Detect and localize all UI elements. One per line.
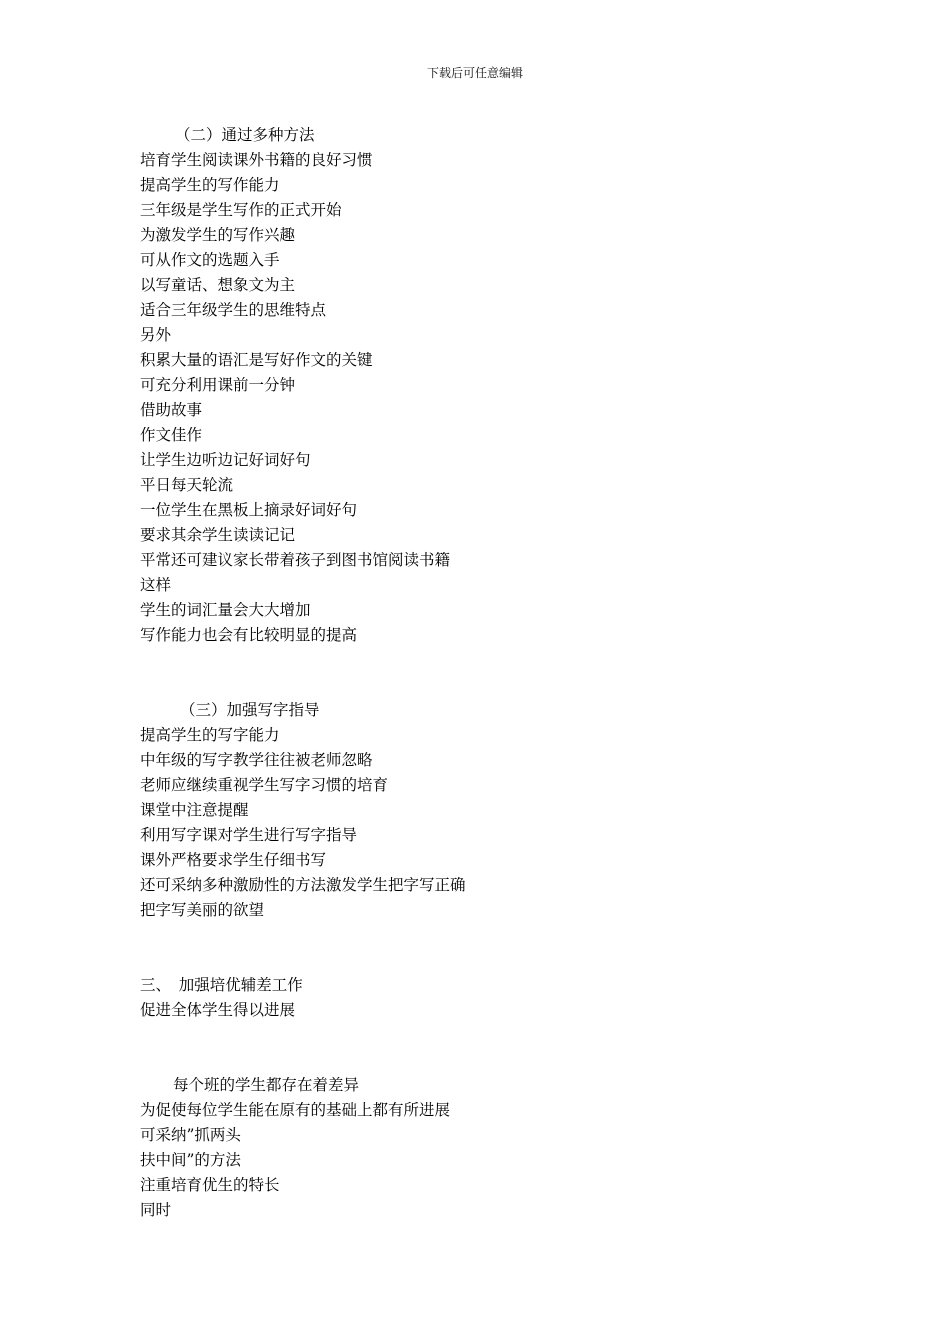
blank-line — [140, 648, 840, 673]
section-heading: （三）加强写字指导 — [180, 701, 320, 719]
body-line: 平日每天轮流 — [140, 476, 234, 494]
body-line: 促进全体学生得以进展 — [140, 1001, 296, 1019]
body-line: 提高学生的写作能力 — [140, 176, 280, 194]
body-line: 把字写美丽的欲望 — [140, 901, 265, 919]
blank-line — [140, 948, 840, 973]
body-line: 要求其余学生读读记记 — [140, 526, 296, 544]
part-heading: 三、 加强培优辅差工作 — [140, 976, 303, 994]
body-line: 同时 — [140, 1201, 172, 1219]
body-line: 提高学生的写字能力 — [140, 726, 280, 744]
body-line: 可充分利用课前一分钟 — [140, 376, 296, 394]
body-line: 为激发学生的写作兴趣 — [140, 226, 296, 244]
page-header: 下载后可任意编辑 — [426, 66, 523, 80]
blank-line — [140, 923, 840, 948]
body-line: 课堂中注意提醒 — [140, 801, 249, 819]
paragraph-first-line: 每个班的学生都存在着差异 — [173, 1076, 360, 1094]
body-line: 为促使每位学生能在原有的基础上都有所进展 — [140, 1101, 451, 1119]
body-line: 这样 — [140, 576, 172, 594]
body-line: 课外严格要求学生仔细书写 — [140, 851, 327, 869]
body-line: 注重培育优生的特长 — [140, 1176, 280, 1194]
body-line: 以写童话、想象文为主 — [140, 276, 296, 294]
body-line: 扶中间”的方法 — [140, 1151, 241, 1169]
body-line: 老师应继续重视学生写字习惯的培育 — [140, 776, 389, 794]
body-line: 另外 — [140, 326, 172, 344]
body-line: 写作能力也会有比较明显的提高 — [140, 626, 358, 644]
body-line: 利用写字课对学生进行写字指导 — [140, 826, 358, 844]
body-line: 平常还可建议家长带着孩子到图书馆阅读书籍 — [140, 551, 451, 569]
body-line: 一位学生在黑板上摘录好词好句 — [140, 501, 358, 519]
body-line: 作文佳作 — [140, 426, 203, 444]
body-line: 中年级的写字教学往往被老师忽略 — [140, 751, 373, 769]
document-body — [140, 123, 840, 1223]
body-line: 积累大量的语汇是写好作文的关键 — [140, 351, 373, 369]
blank-line — [140, 1023, 840, 1048]
body-line: 还可采纳多种激励性的方法激发学生把字写正确 — [140, 876, 466, 894]
blank-line — [140, 1048, 840, 1073]
body-line: 可从作文的选题入手 — [140, 251, 280, 269]
body-line: 让学生边听边记好词好句 — [140, 451, 311, 469]
body-line: 适合三年级学生的思维特点 — [140, 301, 327, 319]
body-line: 借助故事 — [140, 401, 203, 419]
body-line: 三年级是学生写作的正式开始 — [140, 201, 342, 219]
blank-line — [140, 673, 840, 698]
body-line: 学生的词汇量会大大增加 — [140, 601, 311, 619]
section-heading: （二）通过多种方法 — [175, 126, 315, 144]
body-line: 培育学生阅读课外书籍的良好习惯 — [140, 151, 373, 169]
body-line: 可采纳”抓两头 — [140, 1126, 241, 1144]
